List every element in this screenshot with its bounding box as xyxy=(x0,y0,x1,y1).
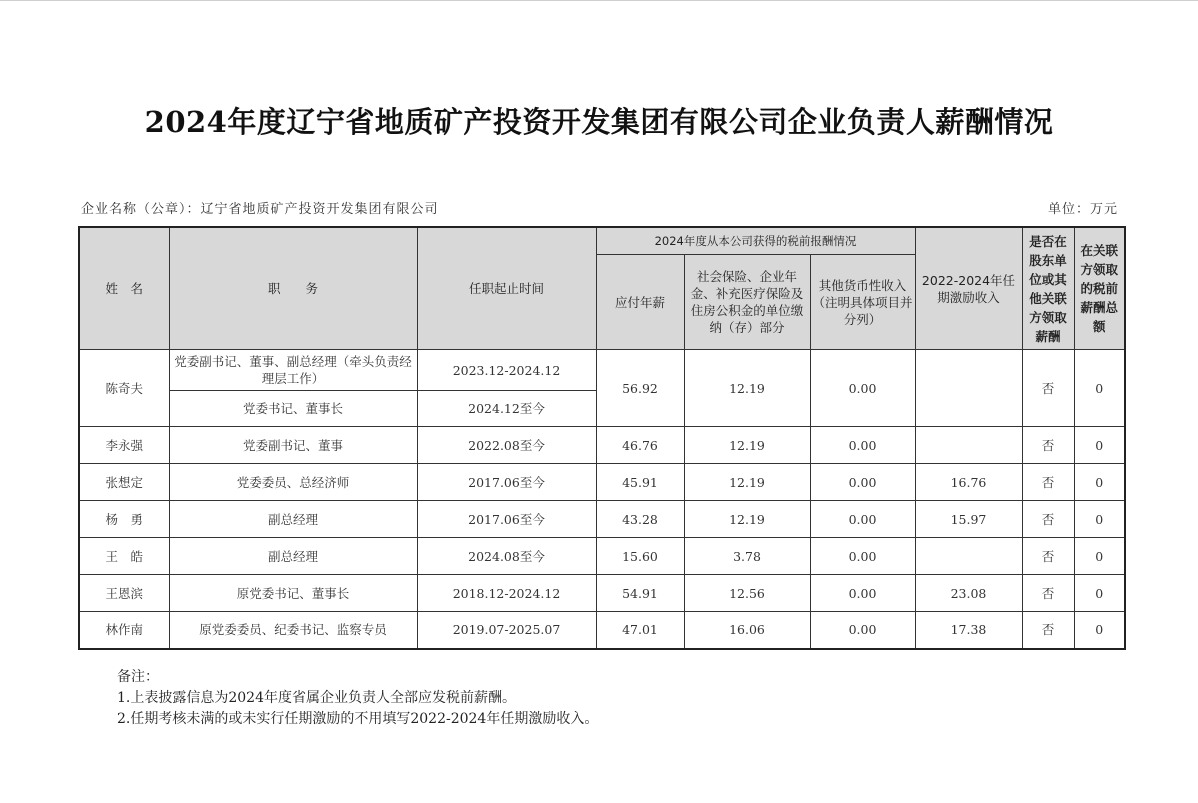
cell-position: 副总经理 xyxy=(169,501,417,538)
header-group-compensation: 2024年度从本公司获得的税前报酬情况 xyxy=(596,227,915,255)
cell-salary: 54.91 xyxy=(596,575,684,612)
cell-related: 0 xyxy=(1074,350,1125,427)
note-item: 1.上表披露信息为2024年度省属企业负责人全部应发税前薪酬。 xyxy=(117,690,516,706)
cell-position: 党委副书记、董事、副总经理（牵头负责经理层工作） xyxy=(169,350,417,391)
cell-term: 2024.12至今 xyxy=(417,391,596,427)
cell-position: 原党委委员、纪委书记、监察专员 xyxy=(169,612,417,649)
header-position: 职 务 xyxy=(169,227,417,350)
cell-other: 0.00 xyxy=(810,612,915,649)
unit-label: 单位：万元 xyxy=(1047,202,1118,217)
page-title: 2024年度辽宁省地质矿产投资开发集团有限公司企业负责人薪酬情况 xyxy=(144,105,1054,139)
cell-name: 王恩滨 xyxy=(79,575,169,612)
cell-related: 0 xyxy=(1074,575,1125,612)
cell-incentive xyxy=(915,350,1022,427)
cell-salary: 45.91 xyxy=(596,464,684,501)
cell-salary: 15.60 xyxy=(596,538,684,575)
table-row xyxy=(79,464,1125,501)
cell-term: 2017.06至今 xyxy=(417,501,596,538)
cell-position: 副总经理 xyxy=(169,538,417,575)
cell-shareholder: 否 xyxy=(1022,612,1074,649)
cell-term: 2018.12-2024.12 xyxy=(417,575,596,612)
cell-incentive: 23.08 xyxy=(915,575,1022,612)
cell-other: 0.00 xyxy=(810,538,915,575)
cell-salary: 43.28 xyxy=(596,501,684,538)
cell-name: 陈奇夫 xyxy=(79,350,169,427)
header-incentive: 2022-2024年任期激励收入 xyxy=(915,227,1022,350)
cell-other: 0.00 xyxy=(810,501,915,538)
cell-incentive xyxy=(915,538,1022,575)
cell-shareholder: 否 xyxy=(1022,575,1074,612)
cell-other: 0.00 xyxy=(810,350,915,427)
cell-related: 0 xyxy=(1074,427,1125,464)
table-row xyxy=(79,612,1125,649)
cell-position: 党委副书记、董事 xyxy=(169,427,417,464)
header-name: 姓 名 xyxy=(79,227,169,350)
compensation-table xyxy=(78,226,1126,650)
cell-related: 0 xyxy=(1074,612,1125,649)
cell-term: 2023.12-2024.12 xyxy=(417,350,596,391)
cell-incentive xyxy=(915,427,1022,464)
cell-social: 12.19 xyxy=(684,464,810,501)
cell-social: 12.56 xyxy=(684,575,810,612)
cell-incentive: 16.76 xyxy=(915,464,1022,501)
cell-shareholder: 否 xyxy=(1022,427,1074,464)
table-row xyxy=(79,427,1125,464)
cell-name: 林作南 xyxy=(79,612,169,649)
table-row xyxy=(79,538,1125,575)
cell-shareholder: 否 xyxy=(1022,464,1074,501)
table-row xyxy=(79,501,1125,538)
table-row xyxy=(79,575,1125,612)
cell-term: 2019.07-2025.07 xyxy=(417,612,596,649)
cell-related: 0 xyxy=(1074,464,1125,501)
cell-salary: 46.76 xyxy=(596,427,684,464)
table-rows xyxy=(79,427,1125,649)
cell-shareholder: 否 xyxy=(1022,501,1074,538)
cell-shareholder: 否 xyxy=(1022,538,1074,575)
cell-term: 2022.08至今 xyxy=(417,427,596,464)
cell-other: 0.00 xyxy=(810,427,915,464)
cell-incentive: 17.38 xyxy=(915,612,1022,649)
table-row xyxy=(79,350,1125,391)
cell-incentive: 15.97 xyxy=(915,501,1022,538)
note-item: 2.任期考核未满的或未实行任期激励的不用填写2022-2024年任期激励收入。 xyxy=(117,711,599,727)
notes-heading: 备注： xyxy=(117,669,159,685)
table-body xyxy=(79,350,1125,427)
cell-social: 12.19 xyxy=(684,427,810,464)
cell-related: 0 xyxy=(1074,501,1125,538)
cell-shareholder: 否 xyxy=(1022,350,1074,427)
cell-position: 党委委员、总经济师 xyxy=(169,464,417,501)
header-term: 任职起止时间 xyxy=(417,227,596,350)
cell-name: 张想定 xyxy=(79,464,169,501)
header-related: 在关联方领取的税前薪酬总额 xyxy=(1074,227,1125,350)
table-header xyxy=(79,227,1125,350)
top-divider xyxy=(0,0,1198,1)
cell-name: 王 皓 xyxy=(79,538,169,575)
cell-name: 李永强 xyxy=(79,427,169,464)
cell-social: 16.06 xyxy=(684,612,810,649)
cell-other: 0.00 xyxy=(810,464,915,501)
header-shareholder: 是否在股东单位或其他关联方领取薪酬 xyxy=(1022,227,1074,350)
cell-social: 12.19 xyxy=(684,350,810,427)
header-salary: 应付年薪 xyxy=(596,255,684,350)
cell-salary: 56.92 xyxy=(596,350,684,427)
cell-social: 3.78 xyxy=(684,538,810,575)
notes-section xyxy=(117,667,598,730)
cell-other: 0.00 xyxy=(810,575,915,612)
cell-term: 2024.08至今 xyxy=(417,538,596,575)
cell-name: 杨 勇 xyxy=(79,501,169,538)
cell-social: 12.19 xyxy=(684,501,810,538)
header-social: 社会保险、企业年金、补充医疗保险及住房公积金的单位缴纳（存）部分 xyxy=(684,255,810,350)
company-label: 企业名称（公章）：辽宁省地质矿产投资开发集团有限公司 xyxy=(81,202,439,217)
cell-salary: 47.01 xyxy=(596,612,684,649)
cell-position: 党委书记、董事长 xyxy=(169,391,417,427)
cell-related: 0 xyxy=(1074,538,1125,575)
cell-term: 2017.06至今 xyxy=(417,464,596,501)
cell-position: 原党委书记、董事长 xyxy=(169,575,417,612)
header-other: 其他货币性收入（注明具体项目并分列） xyxy=(810,255,915,350)
